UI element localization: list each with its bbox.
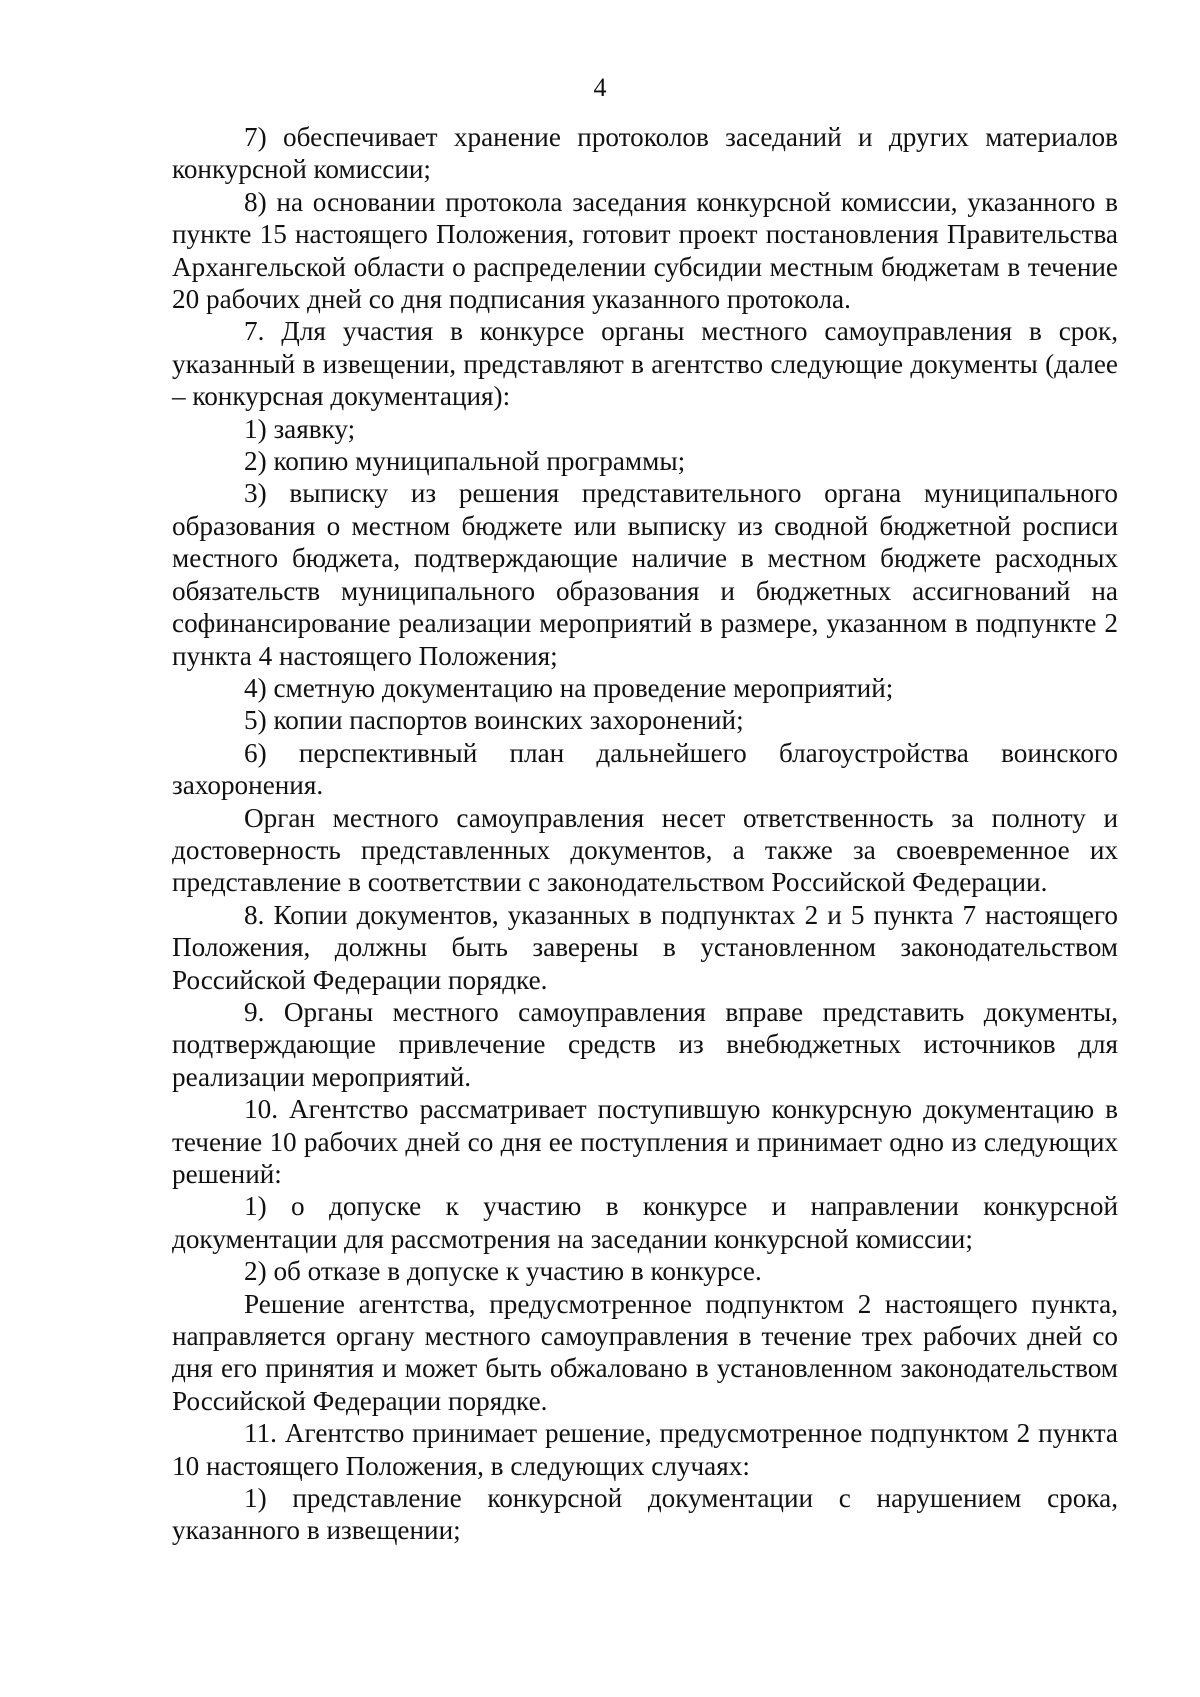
paragraph-clause-9: 9. Органы местного самоуправления вправе представить документы, подтверждающие привлечение средств из внебюджетных источников для реализации мероприятий. <box>172 996 1118 1092</box>
paragraph-clause-11: 11. Агентство принимает решение, предусмотренное подпунктом 2 пункта 10 настоящего Положения, в следующих случаях: <box>172 1418 1118 1481</box>
paragraph-doc-2-program-copy: 2) копию муниципальной программы; <box>244 446 686 477</box>
paragraph-clause-10: 10. Агентство рассматривает поступившую конкурсную документацию в течение 10 рабочих дней со дня ее поступления и принимает одно из следующих решений: <box>172 1094 1118 1189</box>
paragraph-doc-3-budget-extract: 3) выписку из решения представительного органа муниципального образования о местном бюджете или выписку из сводной бюджетной росписи местного бюджета, подтверждающие наличие в местном бюджете расходных обязательств муниципального образования и бюджетных ассигнований на софинансирование реализации мероприятий в размере, указанном в подпункте 2 пункта 4 настоящего Положения; <box>172 478 1118 671</box>
paragraph-doc-1-application: 1) заявку; <box>244 413 356 444</box>
page-number: 4 <box>593 73 607 102</box>
paragraph-doc-4-estimate: 4) сметную документацию на проведение мероприятий; <box>244 672 894 703</box>
paragraph-decision-1-admission: 1) о допуске к участию в конкурсе и направлении конкурсной документации для рассмотрения на заседании конкурсной комиссии; <box>172 1191 1118 1254</box>
paragraph-clause-7: 7. Для участия в конкурсе органы местного самоуправления в срок, указанный в извещении, представляют в агентство следующие документы (далее – конкурсная документация): <box>172 316 1118 412</box>
paragraph-responsibility: Орган местного самоуправления несет ответственность за полноту и достоверность представленных документов, а также за своевременное их представление в соответствии с законодательством Российской Федерации. <box>172 802 1118 898</box>
paragraph-case-1-late-submission: 1) представление конкурсной документации с нарушением срока, указанного в извещении; <box>172 1483 1118 1546</box>
paragraph-decision-2-refusal: 2) об отказе в допуске к участию в конкурсе. <box>244 1256 762 1287</box>
paragraph-doc-5-passports: 5) копии паспортов воинских захоронений; <box>244 705 744 736</box>
document-body <box>172 121 1118 1547</box>
paragraph-refusal-notice: Решение агентства, предусмотренное подпунктом 2 настоящего пункта, направляется органу местного самоуправления в течение трех рабочих дней со дня его принятия и может быть обжаловано в установленном законодательством Российской Федерации порядке. <box>172 1288 1118 1416</box>
paragraph-item-7-storage: 7) обеспечивает хранение протоколов заседаний и других материалов конкурсной комиссии; <box>172 122 1118 185</box>
paragraph-doc-6-plan: 6) перспективный план дальнейшего благоустройства воинского захоронения. <box>172 737 1118 801</box>
paragraph-clause-8: 8. Копии документов, указанных в подпунктах 2 и 5 пункта 7 настоящего Положения, должны быть заверены в установленном законодательством Российской Федерации порядке. <box>172 899 1118 995</box>
paragraph-item-8-draft-resolution: 8) на основании протокола заседания конкурсной комиссии, указанного в пункте 15 настоящего Положения, готовит проект постановления Правительства Архангельской области о распределении субсидии местным бюджетам в течение 20 рабочих дней со дня подписания указанного протокола. <box>172 186 1118 315</box>
